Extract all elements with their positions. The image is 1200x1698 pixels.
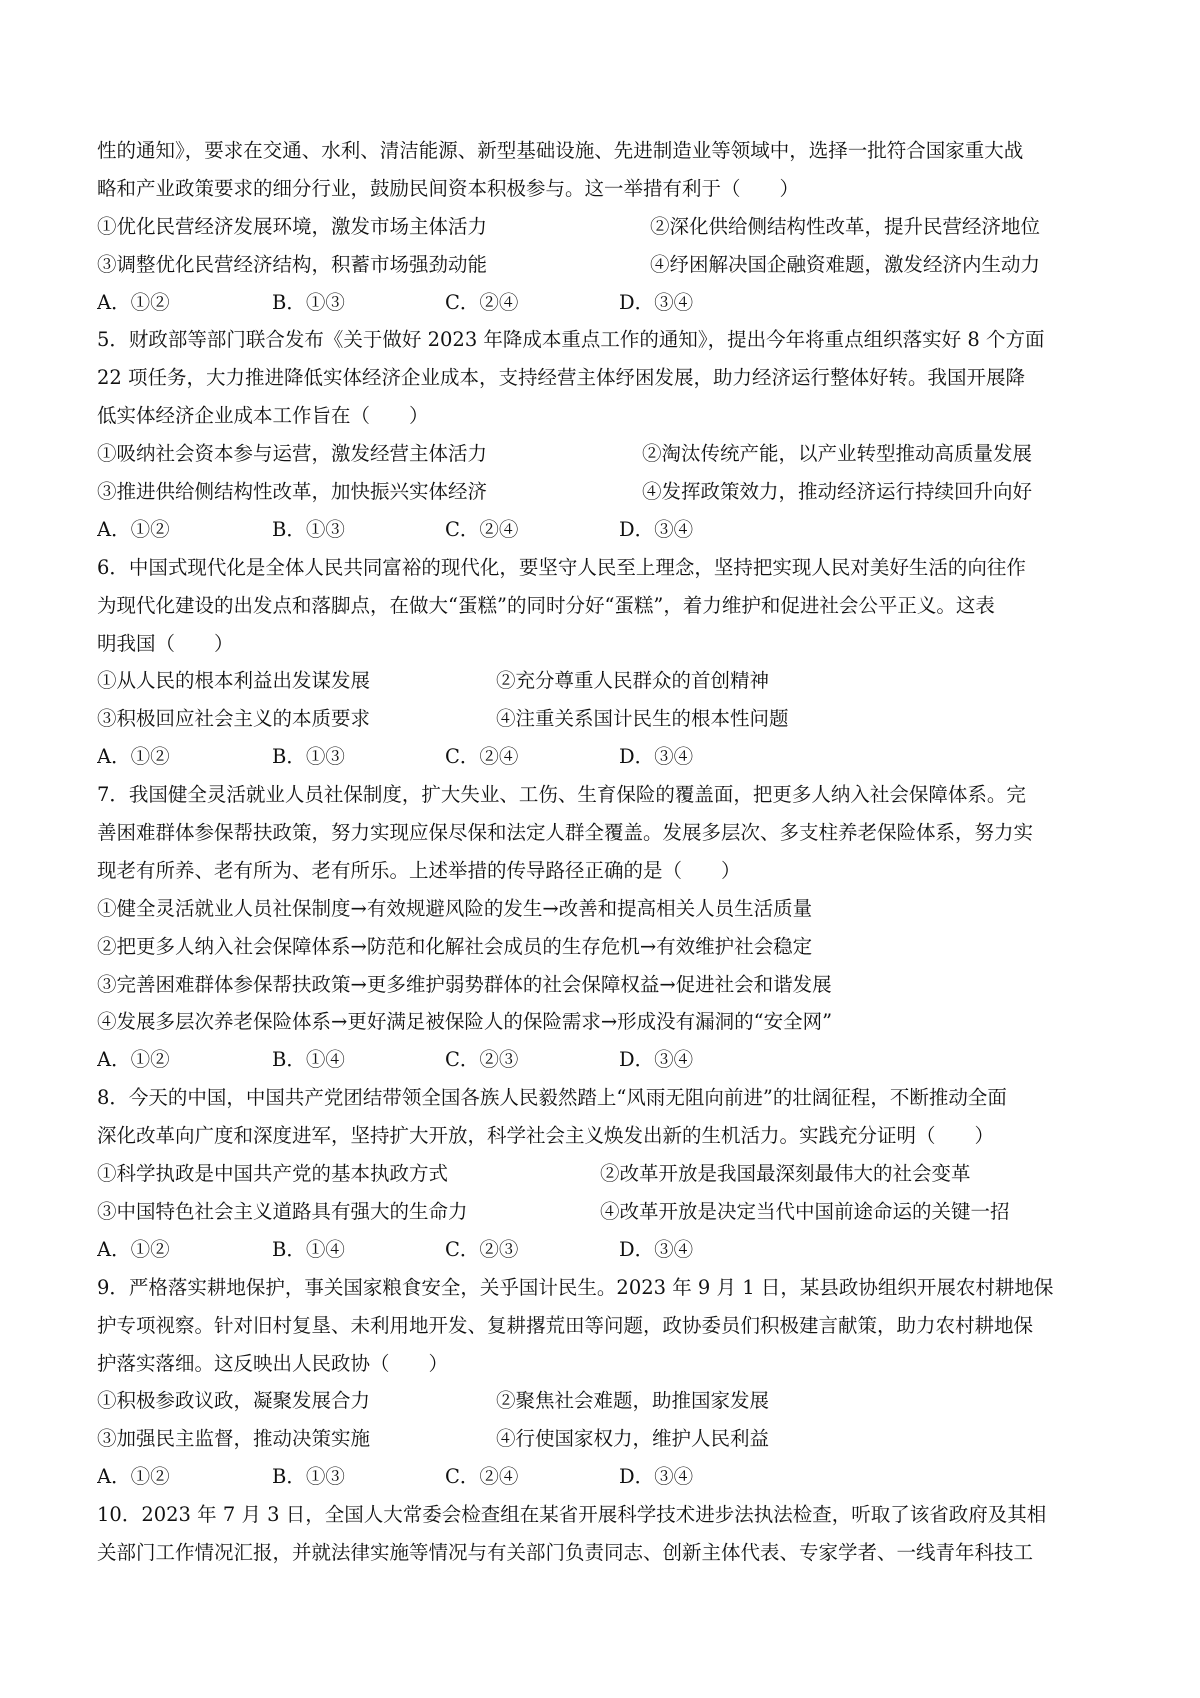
statement-3: ③推进供给侧结构性改革，加快振兴实体经济 bbox=[97, 480, 488, 504]
option-d: D．③④ bbox=[619, 517, 694, 541]
option-c: C．②④ bbox=[445, 517, 519, 541]
question-10 bbox=[97, 1496, 1112, 1572]
statement-row bbox=[97, 473, 1112, 511]
statement-2: ②改革开放是我国最深刻最伟大的社会变革 bbox=[600, 1162, 971, 1186]
statement-3: ③加强民主监督，推动决策实施 bbox=[97, 1427, 371, 1451]
answer-options bbox=[97, 284, 1112, 322]
option-d: D．③④ bbox=[619, 745, 694, 769]
statement-1: ①健全灵活就业人员社保制度→有效规避风险的发生→改善和提高相关人员生活质量 bbox=[97, 896, 813, 920]
statement-2: ②深化供给侧结构性改革，提升民营经济地位 bbox=[650, 214, 1041, 238]
statement-1: ①吸纳社会资本参与运营，激发经营主体活力 bbox=[97, 442, 488, 466]
statement-row bbox=[97, 1382, 1112, 1420]
option-c: C．②④ bbox=[445, 290, 519, 314]
option-d: D．③④ bbox=[619, 1237, 694, 1261]
statement-row bbox=[97, 1193, 1112, 1231]
question-stem-line: 7．我国健全灵活就业人员社保制度，扩大失业、工伤、生育保险的覆盖面，把更多人纳入社会保障体系。完 bbox=[97, 783, 1026, 807]
exam-content bbox=[97, 132, 1112, 1572]
answer-options bbox=[97, 1041, 1112, 1079]
statement-row bbox=[97, 1420, 1112, 1458]
statement-row bbox=[97, 208, 1112, 246]
question-stem-line: 8．今天的中国，中国共产党团结带领全国各族人民毅然踏上“风雨无阻向前进”的壮阔征程，不断推动全面 bbox=[97, 1086, 1007, 1110]
option-a: A．①② bbox=[97, 1465, 170, 1489]
question-stem-line: 现老有所养、老有所为、老有所乐。上述举措的传导路径正确的是（ ） bbox=[97, 858, 741, 882]
statement-2: ②聚焦社会难题，助推国家发展 bbox=[496, 1389, 770, 1413]
question-stem-line: 22 项任务，大力推进降低实体经济企业成本，支持经营主体纾困发展，助力经济运行整体好转。我国开展降 bbox=[97, 366, 1026, 390]
option-d: D．③④ bbox=[619, 290, 694, 314]
option-c: C．②③ bbox=[445, 1048, 519, 1072]
statement-row bbox=[97, 662, 1112, 700]
option-b: B．①③ bbox=[272, 1465, 345, 1489]
statement-1: ①积极参政议政，凝聚发展合力 bbox=[97, 1389, 371, 1413]
statement-4: ④改革开放是决定当代中国前途命运的关键一招 bbox=[600, 1199, 1010, 1223]
question-4-continued bbox=[97, 132, 1112, 321]
question-stem-line: 为现代化建设的出发点和落脚点，在做大“蛋糕”的同时分好“蛋糕”，着力维护和促进社会公平正义。这表 bbox=[97, 593, 995, 617]
question-8 bbox=[97, 1079, 1112, 1268]
question-stem-line: 9．严格落实耕地保护，事关国家粮食安全，关乎国计民生。2023 年 9 月 1 日，某县政协组织开展农村耕地保 bbox=[97, 1275, 1054, 1299]
statement-3: ③中国特色社会主义道路具有强大的生命力 bbox=[97, 1199, 468, 1223]
question-stem-line: 6．中国式现代化是全体人民共同富裕的现代化，要坚守人民至上理念，坚持把实现人民对美好生活的向往作 bbox=[97, 555, 1026, 579]
statement-2: ②充分尊重人民群众的首创精神 bbox=[496, 669, 770, 693]
question-stem-line: 略和产业政策要求的细分行业，鼓励民间资本积极参与。这一举措有利于（ ） bbox=[97, 176, 800, 200]
statement-4: ④发挥政策效力，推动经济运行持续回升向好 bbox=[642, 480, 1033, 504]
option-b: B．①④ bbox=[272, 1237, 345, 1261]
question-stem-line: 明我国（ ） bbox=[97, 631, 234, 655]
option-c: C．②④ bbox=[445, 1465, 519, 1489]
option-c: C．②④ bbox=[445, 745, 519, 769]
statement-row bbox=[97, 246, 1112, 284]
option-a: A．①② bbox=[97, 517, 170, 541]
question-9 bbox=[97, 1269, 1112, 1496]
statement-4: ④发展多层次养老保险体系→更好满足被保险人的保险需求→形成没有漏洞的“安全网” bbox=[97, 1010, 833, 1034]
question-stem-line: 5．财政部等部门联合发布《关于做好 2023 年降成本重点工作的通知》，提出今年将重点组织落实好 8 个方面 bbox=[97, 328, 1045, 352]
question-stem-line: 10．2023 年 7 月 3 日，全国人大常委会检查组在某省开展科学技术进步法执法检查，听取了该省政府及其相 bbox=[97, 1503, 1047, 1527]
statement-2: ②淘汰传统产能，以产业转型推动高质量发展 bbox=[642, 442, 1033, 466]
question-stem-line: 护落实落细。这反映出人民政协（ ） bbox=[97, 1351, 449, 1375]
question-stem-line: 性的通知》，要求在交通、水利、清洁能源、新型基础设施、先进制造业等领域中，选择一批符合国家重大战 bbox=[97, 139, 1024, 162]
statement-1: ①优化民营经济发展环境，激发市场主体活力 bbox=[97, 214, 488, 238]
option-a: A．①② bbox=[97, 1237, 170, 1261]
option-d: D．③④ bbox=[619, 1465, 694, 1489]
statement-4: ④注重关系国计民生的根本性问题 bbox=[496, 707, 789, 731]
question-7 bbox=[97, 776, 1112, 1079]
statement-row bbox=[97, 700, 1112, 738]
statement-3: ③完善困难群体参保帮扶政策→更多维护弱势群体的社会保障权益→促进社会和谐发展 bbox=[97, 972, 832, 996]
option-a: A．①② bbox=[97, 1048, 170, 1072]
statement-row bbox=[97, 435, 1112, 473]
statement-3: ③调整优化民营经济结构，积蓄市场强劲动能 bbox=[97, 252, 488, 276]
statement-3: ③积极回应社会主义的本质要求 bbox=[97, 707, 371, 731]
statement-row bbox=[97, 1155, 1112, 1193]
question-stem-line: 善困难群体参保帮扶政策，努力实现应保尽保和法定人群全覆盖。发展多层次、多支柱养老保险体系，努力实 bbox=[97, 821, 1034, 845]
question-stem-line: 关部门工作情况汇报，并就法律实施等情况与有关部门负责同志、创新主体代表、专家学者、一线青年科技工 bbox=[97, 1540, 1034, 1564]
statement-1: ①科学执政是中国共产党的基本执政方式 bbox=[97, 1162, 449, 1186]
statement-2: ②把更多人纳入社会保障体系→防范和化解社会成员的生存危机→有效维护社会稳定 bbox=[97, 934, 813, 958]
question-6 bbox=[97, 549, 1112, 776]
option-b: B．①④ bbox=[272, 1048, 345, 1072]
statement-4: ④行使国家权力，维护人民利益 bbox=[496, 1427, 770, 1451]
option-b: B．①③ bbox=[272, 745, 345, 769]
question-5 bbox=[97, 321, 1112, 548]
question-stem-line: 低实体经济企业成本工作旨在（ ） bbox=[97, 404, 429, 428]
option-d: D．③④ bbox=[619, 1048, 694, 1072]
option-b: B．①③ bbox=[272, 517, 345, 541]
question-stem-line: 深化改革向广度和深度进军，坚持扩大开放，科学社会主义焕发出新的生机活力。实践充分证明（ ） bbox=[97, 1124, 995, 1148]
statement-1: ①从人民的根本利益出发谋发展 bbox=[97, 669, 371, 693]
answer-options bbox=[97, 1231, 1112, 1269]
option-c: C．②③ bbox=[445, 1237, 519, 1261]
option-b: B．①③ bbox=[272, 290, 345, 314]
answer-options bbox=[97, 1458, 1112, 1496]
answer-options bbox=[97, 738, 1112, 776]
option-a: A．①② bbox=[97, 290, 170, 314]
option-a: A．①② bbox=[97, 745, 170, 769]
answer-options bbox=[97, 511, 1112, 549]
statement-4: ④纾困解决国企融资难题，激发经济内生动力 bbox=[650, 252, 1041, 276]
question-stem-line: 护专项视察。针对旧村复垦、未利用地开发、复耕撂荒田等问题，政协委员们积极建言献策，助力农村耕地保 bbox=[97, 1313, 1034, 1337]
